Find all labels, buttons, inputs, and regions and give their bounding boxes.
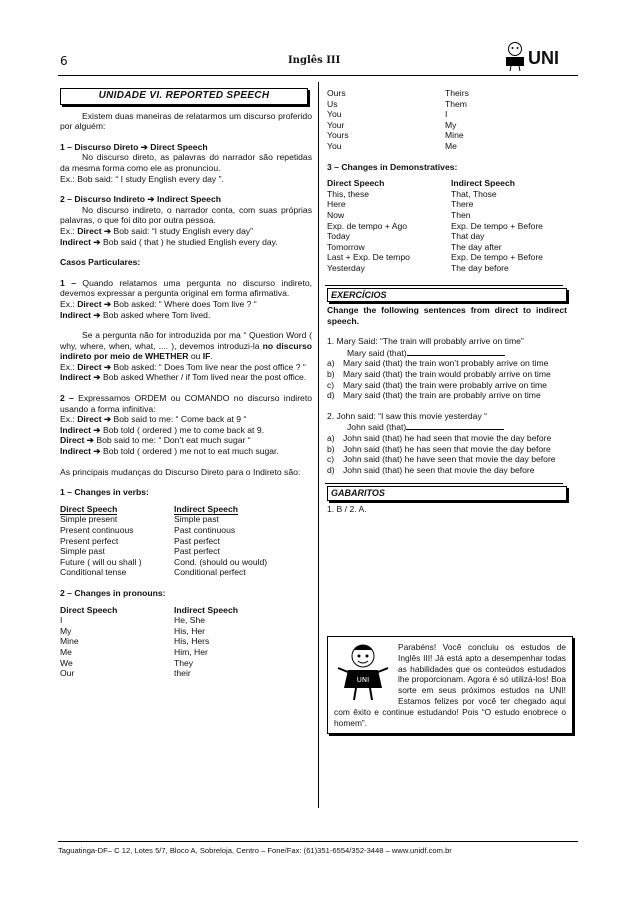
c2-d2: Direct ➔ Bob said to me: “ Don’t eat much sugar “ [60,435,251,446]
table-row [60,546,312,557]
table-row [60,636,312,647]
table-cell: My [60,625,72,636]
option-text: John said (that) he seen that movie the day before [343,464,535,475]
table-row [60,536,312,547]
table-cell: Tomorrow [327,241,365,252]
option-letter: c) [327,379,335,390]
exercicios-title: EXERCÍCIOS [327,288,567,303]
exercise-option [327,444,567,455]
pronouns-heading: 2 – Changes in pronouns: [60,587,166,598]
exercise-option [327,369,567,380]
table-cell: Cond. (should ou would) [174,556,268,567]
table-cell: His, Her [174,625,206,636]
table-cell: They [174,657,194,668]
congrats-box [327,636,573,734]
exercise-option [327,380,567,391]
table-cell: Yesterday [327,262,365,273]
table-row [327,189,567,200]
table-cell: Present continuous [60,525,134,535]
table-cell: You [327,109,342,120]
table-cell: Simple past [60,546,105,557]
q2-stem: John said (that) [327,421,567,433]
option-letter: d) [327,390,335,401]
table-cell: Mine [60,636,79,647]
option-text: John said (that) he have seen that movie the day before [343,454,556,465]
c2-d1: Ex.: Direct ➔ Bob said to me: “ Come back at 9 “ [60,414,247,425]
verbs-table: Direct Speech Indirect Speech Simple present Simple past Present continuous Past continuous Present perfect Past perfect Simple past Past perfect Future ( will ou shall ) Cond. (should ou would) Conditional tense Conditional perfect [60,504,312,578]
q2-text: 2. John said: “I saw this movie yesterday “ [327,410,488,421]
table-row [327,99,567,110]
table-cell: Your [327,119,345,130]
table-row [327,120,567,131]
right-column [327,88,567,515]
footer-address: Taguatinga-DF– C 12, Lotes 5/7, Bloco A, Sobreloja, Centro – Fone/Fax: (61)351-6554/352-3448 – www.unidf.com.br [58,846,452,855]
table-cell: Past continuous [174,525,236,535]
table-row [60,668,312,679]
c1b-indirect: Indirect ➔ Bob asked Whether / if Tom lived near the post office. [60,372,307,383]
table-cell: His, Hers [174,636,210,647]
c1-direct: Ex.: Direct ➔ Bob asked: “ Where does Tom live ? “ [60,298,257,309]
table-cell: Them [445,98,467,109]
gabaritos-answers: 1. B / 2. A. [327,504,367,514]
option-text: Mary said (that) the train are probably arrive on time [343,390,541,401]
c2-body: 2 – Expressamos ORDEM ou COMANDO no discurso indireto usando a forma infinitiva: [60,393,312,414]
option-letter: c) [327,454,335,465]
exercise-option [327,358,567,369]
pronouns-table: Direct Speech Indirect Speech I He, She My His, Her Mine His, Hers Me Him, Her We They Our their [60,605,312,679]
table-cell: Now [327,209,345,220]
table-cell: Mine [445,130,464,141]
table-cell: Last + Exp. De tempo [327,252,410,263]
footer-rule [58,841,578,842]
casos-heading: Casos Particulares: [60,257,141,268]
table-row [327,210,567,221]
table-cell: He, She [174,615,206,626]
table-cell: Past perfect [174,546,220,557]
table-row [327,141,567,152]
option-text: Mary said (that) the train would probably arrive on time [343,369,551,380]
exercise-option [327,433,567,444]
s1-example: Ex.: Bob said: “ I study English every day ”. [60,173,224,184]
table-cell: Our [60,668,75,679]
table-cell: Present perfect [60,535,119,546]
s1-body: No discurso direto, as palavras do narrador são repetidas da mesma forma como ele as pronunciou. [60,152,312,173]
mascot-icon [334,642,392,704]
c1b-direct: Ex.: Direct ➔ Bob asked: “ Does Tom live near the post office ? “ [60,361,306,372]
principais-text: As principais mudanças do Discurso Direto para o Indireto são: [60,466,301,477]
c1-body: 1 – Quando relatamos uma pergunta no discurso indireto, devemos expressar a pergunta original em forma afirmativa. [60,277,312,299]
table-cell: Yours [327,130,349,141]
answer-blank [407,347,505,356]
option-text: John said (that) he has seen that movie the day before [343,443,551,454]
exercise-instruction: Change the following sentences from direct to indirect speech. [327,305,567,326]
table-cell: Me [60,646,72,657]
option-text: John said (that) he had seen that movie the day before [343,433,552,444]
table-cell: Us [327,98,338,109]
table-cell: I [445,109,448,120]
table-cell: Me [445,140,457,151]
exercise-option [327,465,567,476]
table-row [60,658,312,669]
option-letter: b) [327,443,335,454]
header-rule [58,75,578,76]
option-text: Mary said (that) the train were probably arrive on time [343,379,547,390]
exercise-option [327,390,567,401]
table-cell: Exp. de tempo + Ago [327,220,408,231]
table-cell: We [60,657,73,668]
s2-indirect: Indirect ➔ Bob said ( that ) he studied English every day. [60,236,278,247]
table-row [327,242,567,253]
c1b-body: Se a pergunta não for introduzida por ma “ Question Word ( why, where, when, what, .... ), devemos introduzi-la no discurso indireto por meio de WHETHER ou IF. [60,330,312,362]
table-cell: You [327,140,342,151]
demonstratives-heading: 3 – Changes in Demonstratives: [327,161,458,172]
c2-i1: Indirect ➔ Bob told ( ordered ) me to come back at 9. [60,424,265,435]
option-letter: a) [327,358,335,369]
table-cell: Today [327,231,350,242]
unit-title: UNIDADE VI. REPORTED SPEECH [60,88,308,105]
table-cell: Theirs [445,88,469,98]
table-row [327,199,567,210]
table-cell: Then [451,209,471,220]
table-cell: There [451,199,474,210]
exercise-option [327,454,567,465]
table-cell: Future ( will ou shall ) [60,556,142,567]
table-row [60,567,312,578]
table-row [60,647,312,658]
table-row [60,514,312,525]
table-row [327,252,567,263]
table-cell: Exp. De tempo + Before [451,252,543,263]
answer-blank [406,421,504,430]
s2-heading: 2 – Discurso Indireto ➔ Indirect Speech [60,194,221,205]
table-cell: That day [451,231,485,242]
s2-body: No discurso indireto, o narrador conta, com suas próprias palavras, o que foi dito por outra pessoa. [60,204,312,226]
table-cell: Here [327,199,346,210]
option-letter: d) [327,464,335,475]
option-text: Mary said (that) the train won’t probably arrive on time [343,358,549,369]
s1-heading: 1 – Discurso Direto ➔ Direct Speech [60,141,208,152]
table-row [327,88,567,99]
c1-indirect: Indirect ➔ Bob asked where Tom lived. [60,309,211,320]
table-cell: Conditional perfect [174,567,246,578]
table-cell: That, Those [451,188,497,199]
column-rule [318,82,319,808]
running-title: Inglês III [288,55,341,66]
table-cell: I [60,615,63,626]
table-cell: The day after [451,241,502,252]
demonstratives-table: Direct Speech Indirect Speech This, these That, Those Here There Now Then Exp. de tempo + Ago Exp. De tempo + Before Today That day Tomorrow The day after Last + Exp. De tempo Exp. De tempo + Before Yesterday The day before [327,178,567,273]
s2-direct: Ex.: Direct ➔ Bob said: “I study English every day” [60,225,254,236]
table-row [60,525,312,536]
table-cell: The day before [451,262,509,273]
option-letter: b) [327,369,335,380]
table-cell: their [174,668,191,679]
table-row [60,557,312,568]
table-cell: Past perfect [174,535,220,546]
table-row [327,263,567,274]
pronouns-cont-table [327,88,567,152]
table-cell: This, these [327,188,370,199]
mascot-shirt-text: UNI [356,676,370,684]
table-row [327,231,567,242]
table-row [327,109,567,120]
table-row [327,221,567,232]
table-cell: Exp. De tempo + Before [451,220,543,231]
table-cell: Ours [327,88,346,98]
q1-stem: Mary said (that) [327,347,567,359]
table-row [60,626,312,637]
gabaritos-title: GABARITOS [327,486,567,501]
left-column [60,88,312,679]
table-row [60,615,312,626]
table-cell: My [445,119,457,130]
c2-i2: Indirect ➔ Bob told ( ordered ) me not to eat much sugar. [60,446,279,457]
table-row [327,130,567,141]
table-cell: Simple past [174,514,219,525]
table-cell: Simple present [60,514,118,525]
table-cell: Him, Her [174,646,208,657]
mascot-logo-icon [502,40,528,72]
option-letter: a) [327,433,335,444]
page-number: 6 [60,54,68,68]
q1-text: 1. Mary Said: “The train will probably arrive on time” [327,336,524,347]
verbs-heading: 1 – Changes in verbs: [60,487,149,498]
congrats-text: Parabéns! Você concluiu os estudos de Inglês III! Já está apto a desempenhar todas as habilidades que os conteúdos estudados lhe proporcionam. Agora é só utilizá-los! Boa sorte em seus próximos estudos na UNI! Estamos felizes por você ter chegado aqui com êxito e continue estudando! Pois “O estudo enobrece o homem”. [334,642,566,728]
logo-text: UNI [528,48,559,68]
table-cell: Conditional tense [60,567,127,578]
intro-text: Existem duas maneiras de relatarmos um discurso proferido por alguém: [60,110,312,132]
